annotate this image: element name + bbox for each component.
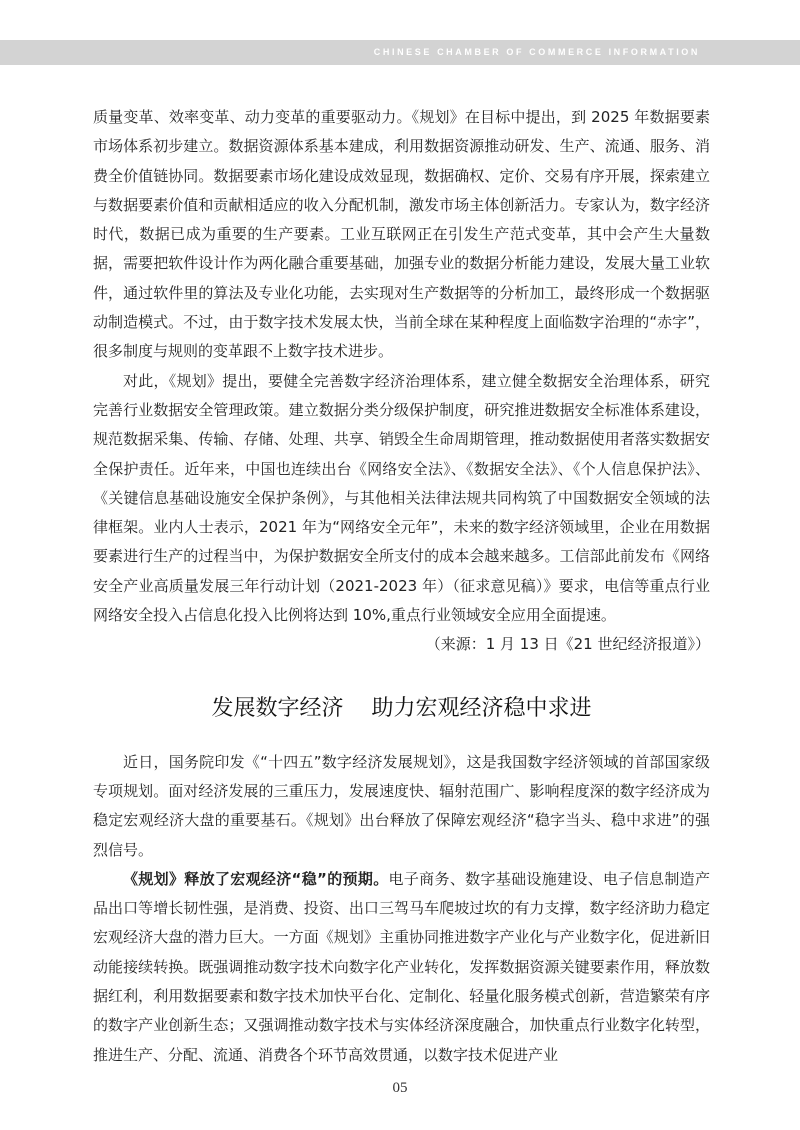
- article1-source: （来源：1 月 13 日《21 世纪经济报道》）: [425, 635, 710, 654]
- page-number: 05: [392, 1080, 408, 1096]
- header-band: [0, 40, 800, 65]
- article1-paragraph-2: 对此，《规划》提出，要健全完善数字经济治理体系，建立健全数据安全治理体系，研究完善行业数据安全管理政策。建立数据分类分级保护制度，研究推进数据安全标准体系建设，规范数据采集、传输、存储、处理、共享、销毁全生命周期管理，推动数据使用者落实数据安全保护责任。近年来，中国也连续出台《网络安全法》、《数据安全法》、《个人信息保护法》、《关键信息基础设施安全保护条例》，与其他相关法律法规共同构筑了中国数据安全领域的法律框架。业内人士表示，2021 年为“网络安全元年”，未来的数字经济领域里，企业在用数据要素进行生产的过程当中，为保护数据安全所支付的成本会越来越多。工信部此前发布《网络安全产业高质量发展三年行动计划（2021-2023 年）（征求意见稿）》要求，电信等重点行业网络安全投入占信息化投入比例将达到 10%,重点行业领域安全应用全面提速。: [93, 371, 710, 625]
- publication-name: CHINESE CHAMBER OF COMMERCE INFORMATION: [373, 47, 700, 57]
- article2-lead-bold: 《规划》释放了宏观经济“稳”的预期。: [123, 869, 389, 888]
- article2-paragraph-2: [93, 865, 710, 1070]
- page-content: [93, 103, 710, 1070]
- article2-title: 发展数字经济 助力宏观经济稳中求进: [211, 695, 592, 721]
- article2-lead-rest: 电子商务、数字基础设施建设、电子信息制造产品出口等增长韧性强，是消费、投资、出口三驾马车爬坡过坎的有力支撑，数字经济助力稳定宏观经济大盘的潜力巨大。一方面《规划》主重协同推进数字产业化与产业数字化，促进新旧动能接续转换。既强调推动数字技术向数字化产业转化，发挥数据资源关键要素作用，释放数据红利，利用数据要素和数字技术加快平台化、定制化、轻量化服务模式创新，营造繁荣有序的数字产业创新生态；又强调推动数字技术与实体经济深度融合，加快重点行业数字化转型，推进生产、分配、流通、消费各个环节高效贯通，以数字技术促进产业: [93, 869, 710, 1064]
- article2-intro: 近日，国务院印发《“十四五”数字经济发展规划》，这是我国数字经济领域的首部国家级专项规划。面对经济发展的三重压力，发展速度快、辐射范围广、影响程度深的数字经济成为稳定宏观经济大盘的重要基石。《规划》出台释放了保障宏观经济“稳字当头、稳中求进”的强烈信号。: [93, 752, 710, 859]
- article1-paragraph-1: 质量变革、效率变革、动力变革的重要驱动力。《规划》在目标中提出，到 2025 年数据要素市场体系初步建立。数据资源体系基本建成，利用数据资源推动研发、生产、流通、服务、消费全价值链协同。数据要素市场化建设成效显现，数据确权、定价、交易有序开展，探索建立与数据要素价值和贡献相适应的收入分配机制，激发市场主体创新活力。专家认为，数字经济时代，数据已成为重要的生产要素。工业互联网正在引发生产范式变革，其中会产生大量数据，需要把软件设计作为两化融合重要基础，加强专业的数据分析能力建设，发展大量工业软件，通过软件里的算法及专业化功能，去实现对生产数据等的分析加工，最终形成一个数据驱动制造模式。不过，由于数字技术发展太快，当前全球在某种程度上面临数字治理的“赤字”，很多制度与规则的变革跟不上数字技术进步。: [93, 108, 710, 361]
